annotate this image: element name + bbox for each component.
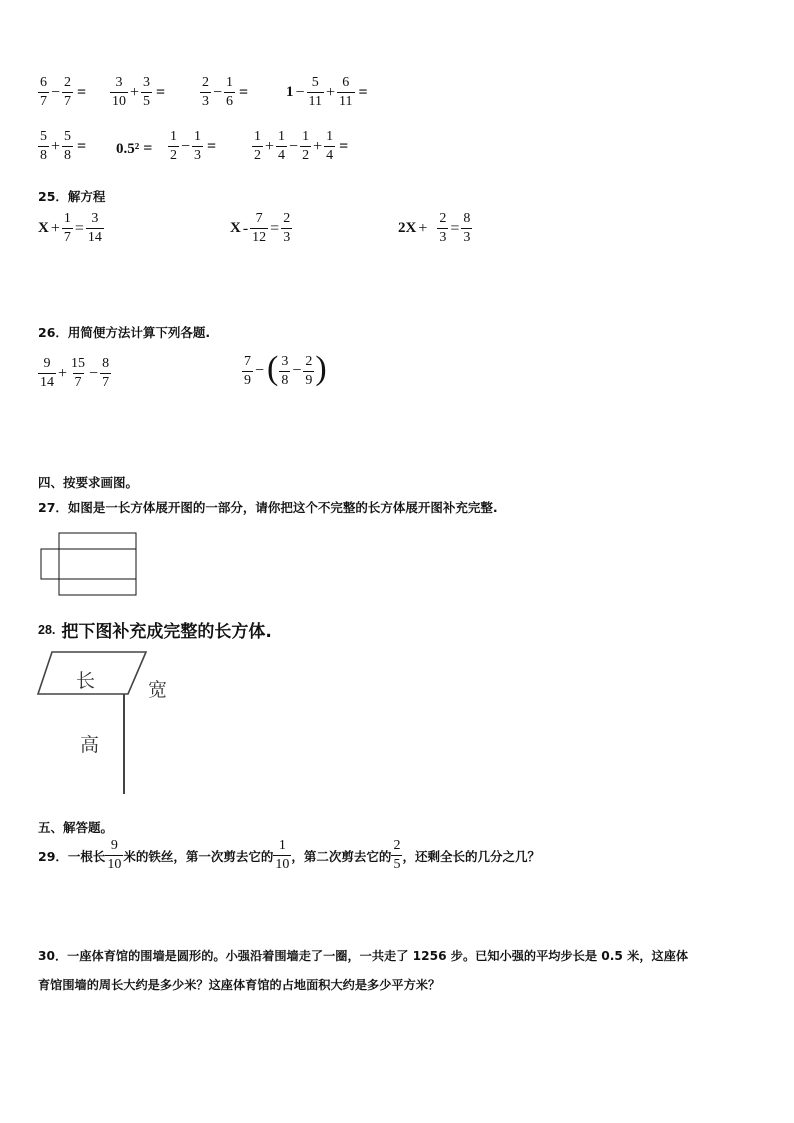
equation-2 bbox=[230, 212, 292, 245]
operator: + bbox=[313, 137, 323, 155]
equation-3 bbox=[398, 212, 472, 245]
operator: − bbox=[255, 362, 265, 379]
numerator: 2 bbox=[283, 211, 291, 226]
denominator: 9 bbox=[305, 372, 313, 388]
denominator: 11 bbox=[308, 94, 323, 109]
label-length: 长 bbox=[76, 670, 96, 692]
calc-expression-1 bbox=[38, 76, 86, 109]
operator: + bbox=[418, 219, 428, 237]
right-parenthesis: ) bbox=[315, 350, 327, 387]
fraction bbox=[250, 212, 268, 245]
fraction bbox=[62, 76, 73, 109]
numerator: 2 bbox=[202, 75, 209, 90]
numerator: 1 bbox=[63, 211, 71, 226]
question-29-text-mid2: ，第二次剪去它的 bbox=[291, 848, 392, 864]
numerator: 1 bbox=[278, 129, 286, 144]
fraction bbox=[69, 357, 87, 390]
numerator: 1 bbox=[278, 838, 286, 853]
fraction bbox=[105, 839, 123, 872]
denominator: 3 bbox=[202, 94, 209, 109]
question-28-text: 把下图补充成完整的长方体. bbox=[61, 622, 272, 642]
question-30-line-1: 30．一座体育馆的围墙是圆形的。小强沿着围墙走了一圈，一共走了 1256 步。已知小强的平均步长是 0.5 米，这座体 bbox=[38, 949, 689, 963]
denominator: 5 bbox=[143, 94, 151, 109]
fraction bbox=[224, 76, 235, 109]
net-face-top bbox=[59, 533, 136, 549]
question-29-text-pre: 29．一根长 bbox=[38, 848, 106, 864]
fraction bbox=[273, 839, 291, 872]
operator: − bbox=[89, 364, 99, 382]
question-25-title: 25．解方程 bbox=[38, 189, 106, 204]
numerator: 8 bbox=[463, 211, 471, 226]
calc-expression-6 bbox=[116, 140, 152, 158]
numerator: 2 bbox=[305, 353, 313, 369]
denominator: 4 bbox=[326, 148, 334, 163]
numerator: 7 bbox=[244, 353, 251, 369]
variable: X bbox=[38, 220, 49, 236]
denominator: 8 bbox=[281, 372, 289, 388]
equals-sign: = bbox=[77, 137, 87, 155]
operator: + bbox=[58, 364, 68, 382]
operator: - bbox=[242, 219, 249, 237]
denominator: 10 bbox=[275, 857, 290, 872]
numerator: 3 bbox=[91, 211, 99, 226]
denominator: 7 bbox=[63, 230, 71, 245]
power-expression: 0.5² bbox=[116, 140, 140, 157]
fraction bbox=[279, 355, 290, 388]
numerator: 6 bbox=[342, 75, 350, 90]
question-29-text-mid1: 米的铁丝，第一次剪去它的 bbox=[123, 848, 274, 864]
denominator: 11 bbox=[339, 94, 353, 109]
numerator: 5 bbox=[40, 129, 47, 144]
denominator: 3 bbox=[283, 230, 291, 245]
operator: + bbox=[265, 137, 275, 155]
numerator: 1 bbox=[254, 129, 261, 144]
fraction bbox=[337, 76, 354, 109]
operator: − bbox=[295, 83, 305, 101]
fraction bbox=[38, 357, 56, 390]
calc-expression-8 bbox=[252, 130, 348, 163]
fraction bbox=[281, 212, 292, 245]
operator: − bbox=[51, 83, 61, 101]
equals-sign: = bbox=[207, 137, 217, 155]
operator: − bbox=[292, 362, 302, 379]
equals-sign: = bbox=[77, 83, 87, 101]
fraction bbox=[100, 357, 111, 390]
fraction bbox=[252, 130, 263, 163]
calc-expression-3 bbox=[200, 76, 248, 109]
question-27-text: 27．如图是一长方体展开图的一部分，请你把这个不完整的长方体展开图补充完整. bbox=[38, 500, 498, 515]
equals-sign: = bbox=[450, 219, 460, 237]
equals-sign: = bbox=[239, 83, 249, 101]
equals-sign: = bbox=[143, 140, 153, 157]
equals-sign: = bbox=[156, 83, 166, 101]
question-26-title: 26．用简便方法计算下列各题. bbox=[38, 325, 211, 340]
equals-sign: = bbox=[270, 219, 280, 237]
operator: − bbox=[213, 83, 223, 101]
denominator: 12 bbox=[252, 230, 267, 245]
denominator: 7 bbox=[40, 94, 47, 109]
numerator: 9 bbox=[43, 356, 51, 371]
denominator: 2 bbox=[170, 148, 177, 163]
question-30-line-2: 育馆围墙的周长大约是多少米？这座体育馆的占地面积大约是多少平方米？ bbox=[38, 978, 441, 992]
fraction bbox=[307, 76, 324, 109]
numerator: 2 bbox=[64, 75, 72, 90]
fraction bbox=[141, 76, 152, 109]
denominator: 7 bbox=[64, 94, 72, 109]
equals-sign: = bbox=[339, 137, 349, 155]
equals-sign: = bbox=[358, 83, 368, 101]
denominator: 7 bbox=[74, 375, 82, 390]
denominator: 3 bbox=[194, 148, 202, 163]
denominator: 3 bbox=[463, 230, 471, 245]
equation-1 bbox=[38, 212, 104, 245]
cuboid-net-figure bbox=[38, 532, 140, 598]
fraction bbox=[38, 76, 49, 109]
question-29-text-post: ，还剩全长的几分之几？ bbox=[402, 848, 540, 864]
operator: + bbox=[130, 83, 140, 101]
denominator: 2 bbox=[302, 148, 310, 163]
section-4-title: 四、按要求画图。 bbox=[38, 475, 139, 490]
denominator: 3 bbox=[439, 230, 447, 245]
question-29 bbox=[38, 839, 540, 872]
denominator: 10 bbox=[112, 94, 126, 109]
variable: X bbox=[230, 220, 241, 236]
numerator: 3 bbox=[115, 75, 123, 90]
numerator: 2 bbox=[439, 211, 447, 226]
denominator: 6 bbox=[226, 94, 234, 109]
fraction bbox=[200, 76, 211, 109]
denominator: 5 bbox=[393, 857, 401, 872]
denominator: 8 bbox=[64, 148, 72, 163]
net-face-bottom bbox=[59, 579, 136, 595]
numerator: 5 bbox=[311, 75, 319, 90]
fraction bbox=[276, 130, 287, 163]
variable: 2X bbox=[398, 220, 417, 236]
denominator: 14 bbox=[40, 375, 54, 390]
label-height: 高 bbox=[80, 734, 100, 756]
numerator: 5 bbox=[64, 129, 72, 144]
numerator: 15 bbox=[71, 356, 86, 371]
numerator: 1 bbox=[170, 129, 177, 144]
calc-expression-7 bbox=[168, 130, 216, 163]
denominator: 10 bbox=[107, 857, 122, 872]
fraction bbox=[391, 839, 402, 872]
calc-expression-5 bbox=[38, 130, 86, 163]
net-face-middle bbox=[59, 549, 136, 579]
operator: − bbox=[181, 137, 191, 155]
calc-expression-2 bbox=[110, 76, 165, 109]
denominator: 8 bbox=[40, 148, 47, 163]
numerator: 3 bbox=[281, 353, 289, 369]
numerator: 1 bbox=[302, 129, 310, 144]
fraction bbox=[242, 355, 253, 388]
fraction bbox=[192, 130, 203, 163]
fraction bbox=[86, 212, 104, 245]
simplify-expression-2 bbox=[242, 350, 328, 388]
fraction bbox=[303, 355, 314, 388]
operator: + bbox=[326, 83, 336, 101]
calc-expression-4 bbox=[286, 76, 368, 109]
denominator: 4 bbox=[278, 148, 286, 163]
denominator: 9 bbox=[244, 372, 251, 388]
left-parenthesis: ( bbox=[267, 350, 279, 387]
net-face-left bbox=[41, 549, 59, 579]
operator: + bbox=[51, 137, 61, 155]
question-number: 28. bbox=[38, 622, 56, 637]
fraction bbox=[62, 130, 73, 163]
fraction bbox=[110, 76, 128, 109]
fraction bbox=[324, 130, 335, 163]
numerator: 1 bbox=[194, 129, 202, 144]
fraction bbox=[38, 130, 49, 163]
numerator: 3 bbox=[143, 75, 151, 90]
denominator: 2 bbox=[254, 148, 261, 163]
numerator: 8 bbox=[102, 356, 110, 371]
label-width: 宽 bbox=[148, 679, 168, 701]
numerator: 9 bbox=[110, 838, 118, 853]
denominator: 7 bbox=[102, 375, 110, 390]
fraction bbox=[62, 212, 73, 245]
fraction bbox=[461, 212, 472, 245]
integer: 1 bbox=[286, 84, 294, 100]
simplify-expression-1 bbox=[38, 357, 111, 390]
equals-sign: = bbox=[74, 219, 84, 237]
fraction bbox=[300, 130, 311, 163]
fraction bbox=[437, 212, 448, 245]
operator: − bbox=[289, 137, 299, 155]
numerator: 1 bbox=[326, 129, 334, 144]
numerator: 2 bbox=[393, 838, 401, 853]
numerator: 7 bbox=[255, 211, 263, 226]
question-28-heading bbox=[38, 617, 272, 642]
section-5-title: 五、解答题。 bbox=[38, 820, 114, 835]
numerator: 1 bbox=[226, 75, 234, 90]
fraction bbox=[168, 130, 179, 163]
numerator: 6 bbox=[40, 75, 47, 90]
denominator: 14 bbox=[87, 230, 102, 245]
operator: + bbox=[50, 219, 60, 237]
